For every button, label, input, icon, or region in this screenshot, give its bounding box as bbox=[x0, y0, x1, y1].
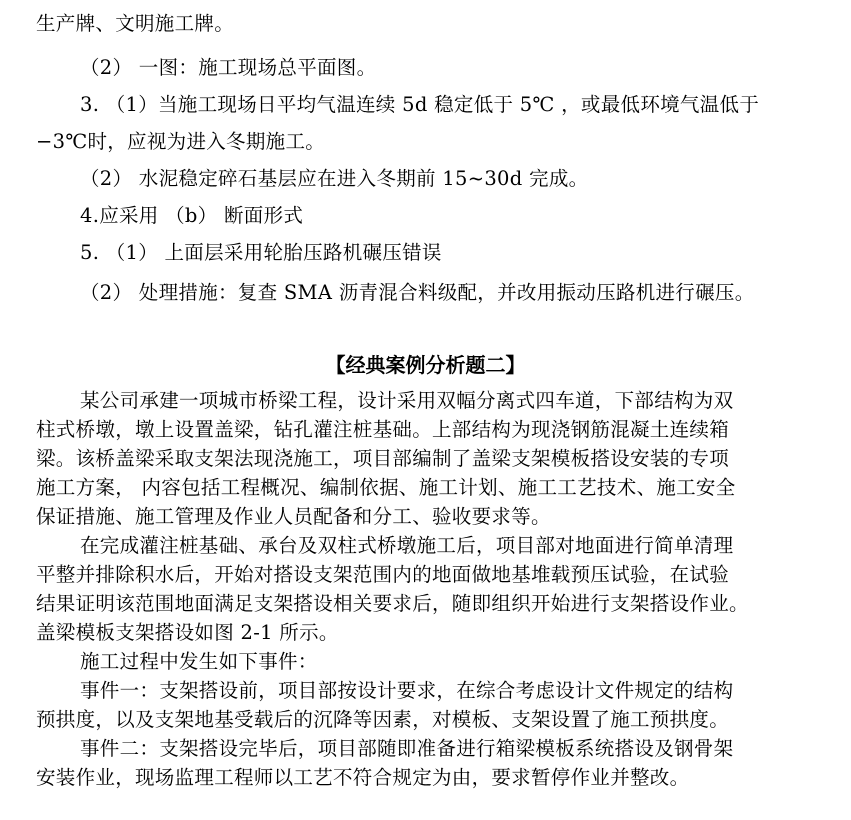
text-line: −3℃时，应视为进入冬期施工。 bbox=[36, 130, 326, 153]
paragraph-line: 盖梁模板支架搭设如图 2-1 所示。 bbox=[36, 621, 339, 644]
paragraph-line: 平整并排除积水后，开始对搭设支架范围内的地面做地基堆载预压试验，在试验 bbox=[36, 563, 730, 586]
paragraph-line: 在完成灌注桩基础、承台及双柱式桥墩施工后，项目部对地面进行简单清理 bbox=[80, 534, 734, 557]
paragraph-line: 某公司承建一项城市桥梁工程，设计采用双幅分离式四车道，下部结构为双 bbox=[80, 389, 734, 412]
paragraph-line: 柱式桥墩，墩上设置盖梁，钻孔灌注桩基础。上部结构为现浇钢筋混凝土连续箱 bbox=[36, 418, 730, 441]
paragraph-line: 结果证明该范围地面满足支架搭设相关要求后，随即组织开始进行支架搭设作业。 bbox=[36, 592, 749, 615]
text-line: （2） 一图：施工现场总平面图。 bbox=[80, 56, 377, 79]
paragraph-line: 梁。该桥盖梁采取支架法现浇施工，项目部编制了盖梁支架模板搭设安装的专项 bbox=[36, 447, 730, 470]
paragraph-line: 事件一：支架搭设前，项目部按设计要求，在综合考虑设计文件规定的结构 bbox=[80, 679, 734, 702]
text-line: 5. （1） 上面层采用轮胎压路机碾压错误 bbox=[80, 241, 442, 264]
text-line: （2） 处理措施：复查 SMA 沥青混合料级配，并改用振动压路机进行碾压。 bbox=[80, 281, 755, 304]
section-heading: 【经典案例分析题二】 bbox=[325, 353, 526, 377]
paragraph-line: 事件二：支架搭设完毕后，项目部随即准备进行箱梁模板系统搭设及钢骨架 bbox=[80, 737, 734, 760]
text-line: 3. （1）当施工现场日平均气温连续 5d 稳定低于 5℃ ，或最低环境气温低于 bbox=[80, 93, 760, 116]
paragraph-line: 施工过程中发生如下事件： bbox=[80, 650, 318, 673]
paragraph-line: 保证措施、施工管理及作业人员配备和分工、验收要求等。 bbox=[36, 505, 551, 528]
paragraph-line: 预拱度，以及支架地基受载后的沉降等因素，对模板、支架设置了施工预拱度。 bbox=[36, 708, 730, 731]
text-line: 4.应采用 （b） 断面形式 bbox=[80, 204, 304, 227]
paragraph-line: 安装作业，现场监理工程师以工艺不符合规定为由，要求暂停作业并整改。 bbox=[36, 766, 690, 789]
text-line: 生产牌、文明施工牌。 bbox=[36, 12, 235, 35]
paragraph-line: 施工方案， 内容包括工程概况、编制依据、施工计划、施工工艺技术、施工安全 bbox=[36, 476, 736, 499]
text-line: （2） 水泥稳定碎石基层应在进入冬期前 15~30d 完成。 bbox=[80, 167, 589, 190]
